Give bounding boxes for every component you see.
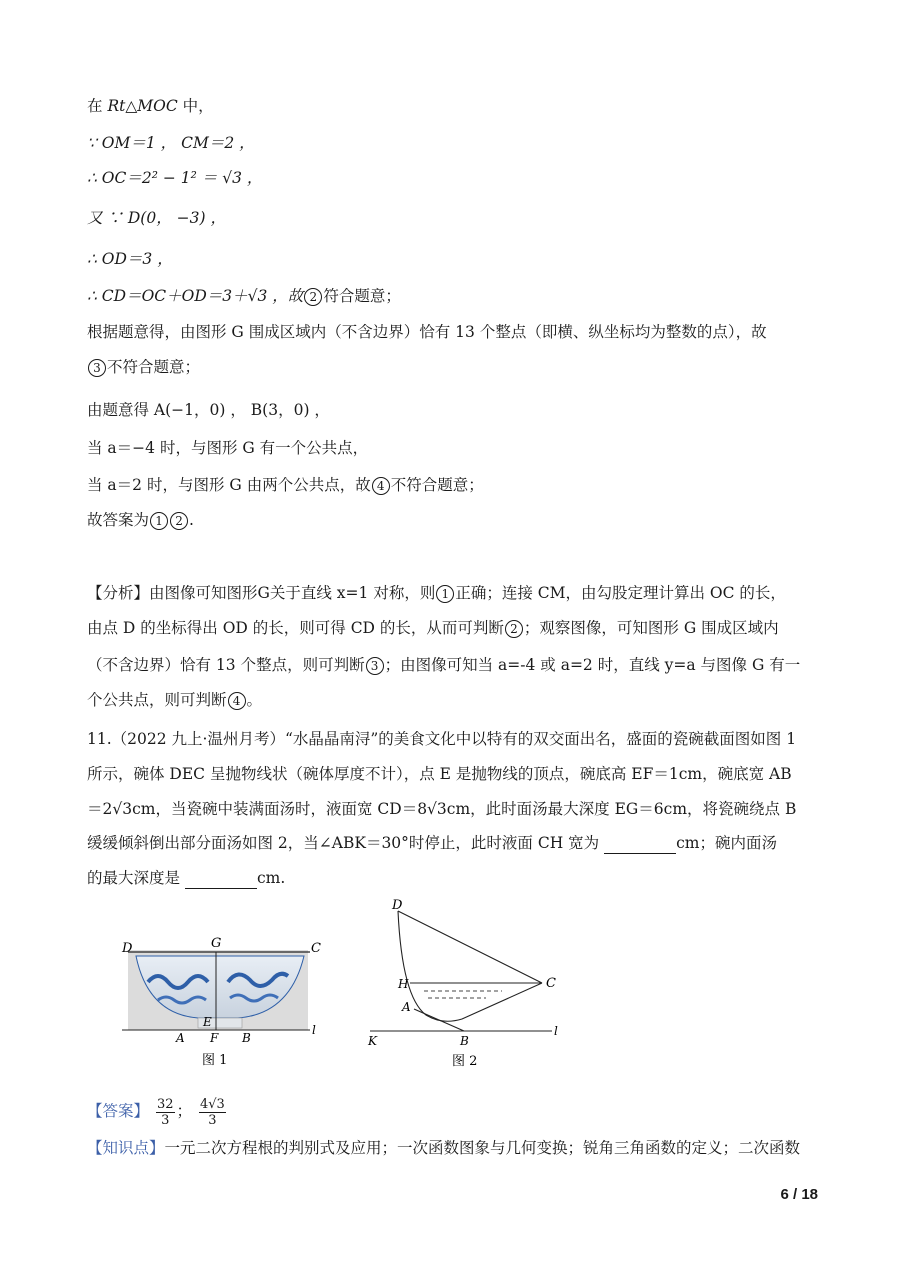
circled-number: 2: [505, 620, 523, 638]
solution-line-1: [87, 96, 214, 116]
text: 【分析】由图像可知图形G关于直线 x=1 对称，则: [87, 584, 436, 602]
label-l: l: [312, 1023, 316, 1037]
text: 个公共点，则可判断: [87, 691, 227, 709]
solution-line-11: [87, 475, 484, 495]
circled-number: 4: [228, 692, 246, 710]
text: 在: [87, 97, 108, 115]
text: （不含边界）恰有 13 个整点，则可判断: [87, 656, 365, 674]
figure-2-tilted-bowl: [362, 897, 572, 1077]
solution-line-8: [87, 357, 200, 377]
answer-blank[interactable]: [604, 833, 676, 854]
numerator: 32: [156, 1096, 174, 1112]
label-H: H: [398, 977, 409, 991]
solution-line-3: ∴ OC＝2² − 1² ＝ √3 ，: [87, 169, 263, 187]
analysis-line-2: [87, 618, 779, 638]
question-line-4: [87, 833, 777, 854]
answer-line: [87, 1094, 228, 1128]
label-A: A: [402, 1000, 411, 1014]
knowledge-line: [87, 1138, 800, 1158]
circled-number: 2: [304, 288, 322, 306]
denominator: 3: [208, 1112, 217, 1128]
circled-number: 1: [436, 585, 454, 603]
label-D: D: [392, 898, 403, 913]
circled-number: 3: [88, 359, 106, 377]
figure-1-bowl: [118, 932, 328, 1082]
numerator: 4√3: [199, 1096, 225, 1112]
analysis-line-1: [87, 583, 786, 603]
answer-blank[interactable]: [185, 868, 257, 889]
analysis-line-4: [87, 690, 262, 710]
analysis-line-3: [87, 655, 800, 675]
text: .: [189, 511, 194, 529]
text: cm.: [256, 869, 286, 887]
solution-line-9: 由题意得 A(−1，0) ， B(3，0) ，: [87, 401, 330, 419]
denominator: 3: [161, 1112, 170, 1128]
text: ；观察图像，可知图形 G 围成区域内: [523, 619, 779, 637]
text: 的最大深度是: [87, 869, 185, 887]
text: 故答案为: [87, 511, 150, 529]
solution-line-5: ∴ OD＝3 ，: [87, 250, 173, 268]
math-text: Rt△MOC: [107, 97, 178, 115]
page-number: 6 / 18: [780, 1186, 818, 1203]
text: 。: [246, 691, 263, 709]
label-D: D: [122, 941, 133, 956]
circled-number: 4: [372, 477, 390, 495]
question-line-1: 11.（2022 九上·温州月考）“水晶晶南浔”的美食文化中以特有的双交面出名，盛面的瓷碗截面图如图 1: [87, 730, 797, 748]
knowledge-tag: 【知识点】: [87, 1139, 165, 1157]
answer-tag: 【答案】: [87, 1102, 150, 1120]
label-E: E: [203, 1015, 212, 1029]
answer-fraction-2: [199, 1097, 226, 1128]
text: 中，: [177, 97, 214, 115]
knowledge-text: 一元二次方程根的判别式及应用；一次函数图象与几何变换；锐角三角函数的定义；二次函数: [164, 1139, 801, 1157]
label-F: F: [210, 1031, 219, 1045]
solution-line-12: [87, 510, 194, 530]
label-C: C: [546, 976, 556, 991]
question-line-2: 所示，碗体 DEC 呈抛物线状（碗体厚度不计），点 E 是抛物线的顶点，碗底高 EF＝1cm，碗底宽 AB: [87, 765, 792, 783]
label-B: B: [242, 1031, 251, 1045]
label-G: G: [211, 936, 222, 951]
solution-line-4: 又 ∵ D(0， −3) ，: [87, 209, 226, 227]
circled-number: 1: [150, 512, 168, 530]
text: 不符合题意；: [107, 358, 201, 376]
separator: ；: [176, 1102, 193, 1120]
label-B: B: [460, 1034, 469, 1048]
question-line-5: [87, 868, 285, 889]
question-line-3: ＝2√3cm，当瓷碗中装满面汤时，液面宽 CD＝8√3cm，此时面汤最大深度 EG＝6cm，将瓷碗绕点 B: [87, 800, 797, 818]
text: ；由图像可知当 a=-4 或 a=2 时，直线 y=a 与图像 G 有一: [384, 656, 801, 674]
figure-2-caption: 图 2: [452, 1054, 478, 1069]
text: 正确；连接 CM，由勾股定理计算出 OC 的长，: [455, 584, 786, 602]
text: 当 a＝2 时，与图形 G 由两个公共点，故: [87, 476, 371, 494]
text: cm；碗内面汤: [676, 834, 777, 852]
bowl-curve: [398, 911, 542, 1021]
circled-number: 2: [170, 512, 188, 530]
line-DC-rim: [398, 911, 542, 983]
solution-line-7: 根据题意得，由图形 G 围成区域内（不含边界）恰有 13 个整点（即横、纵坐标均为整数的点），故: [87, 323, 767, 341]
text: ∴ CD＝OC＋OD＝3＋√3 ，故: [87, 287, 304, 305]
label-A: A: [176, 1031, 185, 1045]
text: 由点 D 的坐标得出 OD 的长，则可得 CD 的长，从而可判断: [87, 619, 504, 637]
text: 符合题意；: [323, 287, 401, 305]
label-l: l: [554, 1024, 558, 1038]
text: 不符合题意；: [390, 476, 484, 494]
solution-line-6: [87, 286, 401, 306]
solution-line-2: ∵ OM＝1 ， CM＝2 ，: [87, 134, 255, 152]
solution-line-10: 当 a＝−4 时，与图形 G 有一个公共点，: [87, 439, 369, 457]
circled-number: 3: [366, 657, 384, 675]
label-K: K: [368, 1034, 377, 1048]
figure-1-caption: 图 1: [202, 1053, 228, 1068]
answer-fraction-1: [156, 1097, 175, 1128]
label-C: C: [311, 941, 321, 956]
text: 缓缓倾斜倒出部分面汤如图 2，当∠ABK＝30°时停止，此时液面 CH 宽为: [87, 834, 605, 852]
